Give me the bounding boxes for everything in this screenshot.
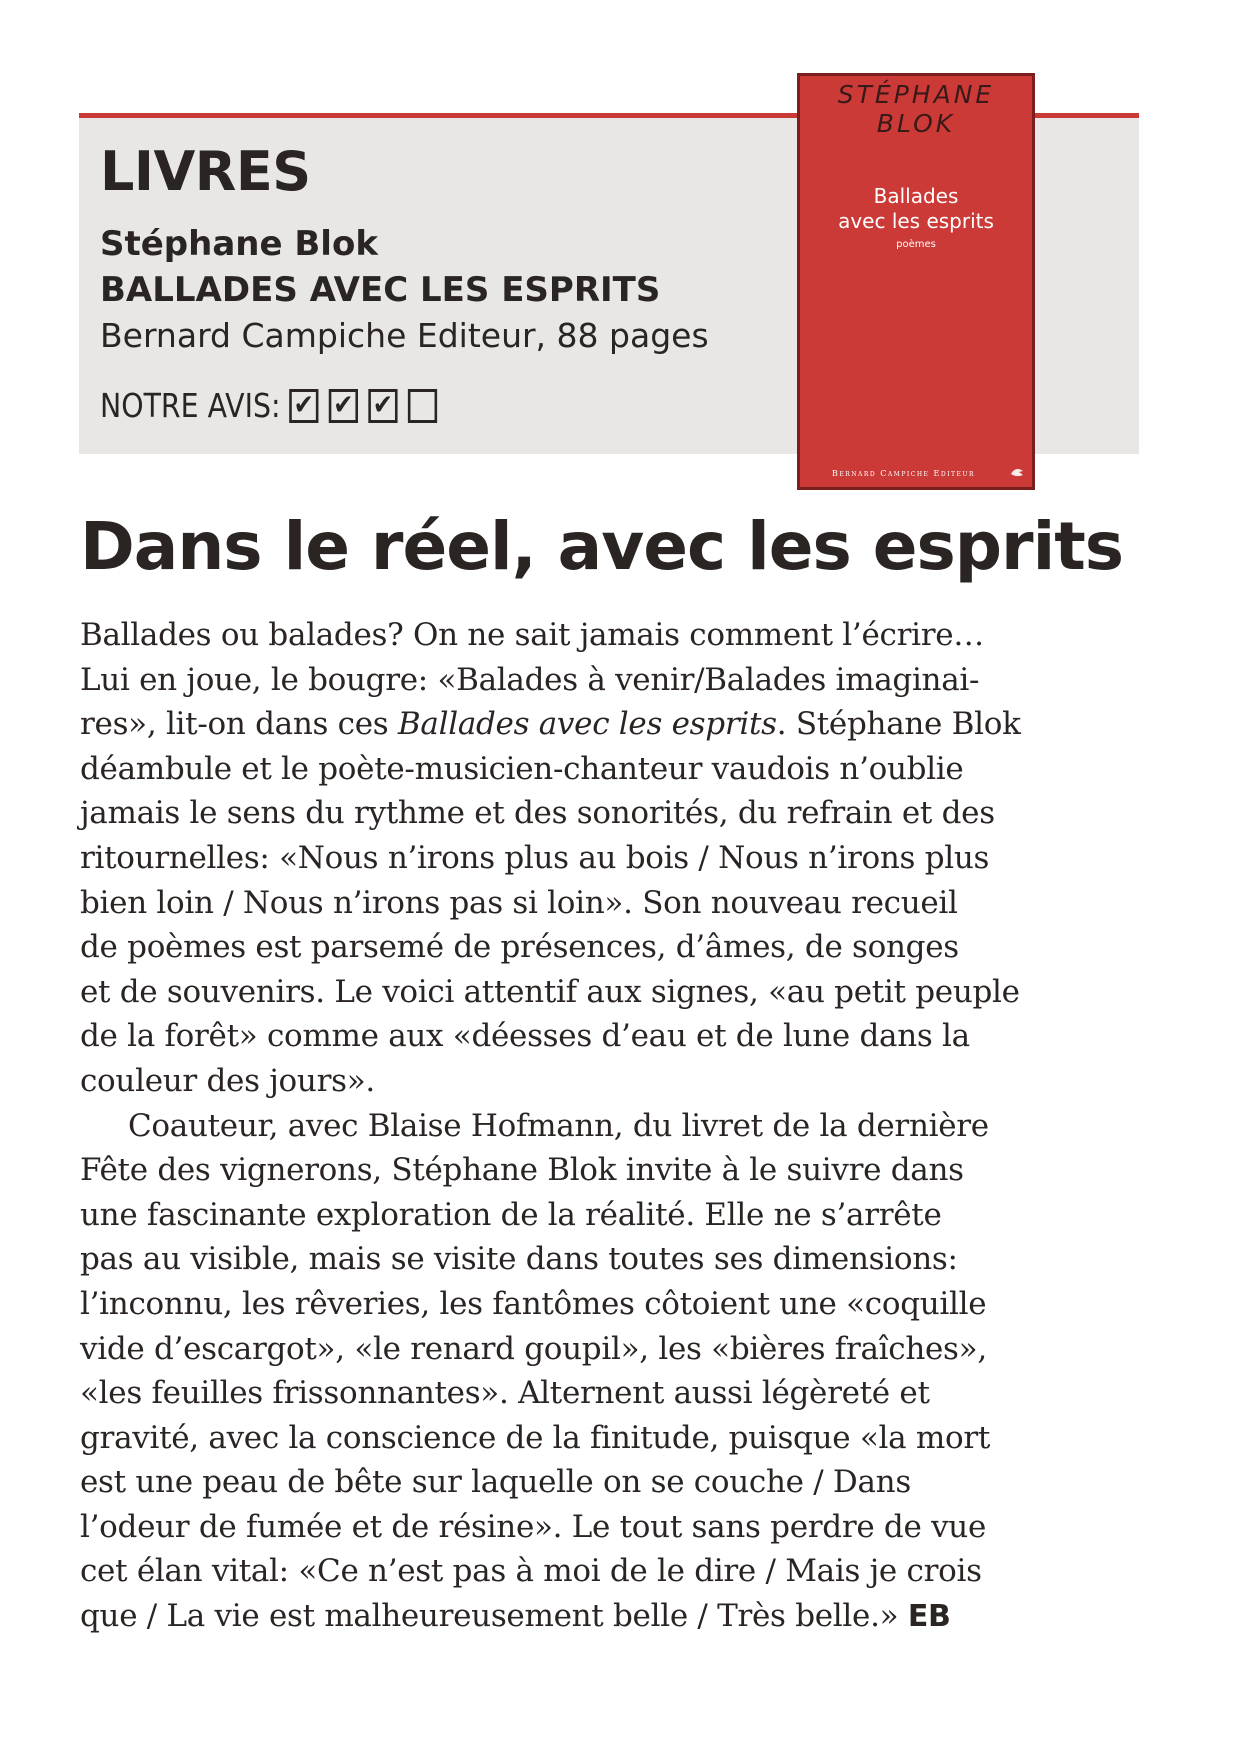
cover-title [800, 184, 1032, 234]
rating-box-empty [408, 389, 437, 423]
book-author: Stéphane Blok [100, 224, 378, 264]
article-line: jamais le sens du rythme et des sonorités, du refrain et des [80, 795, 995, 832]
section-label: LIVRES [100, 140, 311, 203]
book-publisher: Bernard Campiche Editeur, 88 pages [100, 316, 709, 355]
article-line: couleur des jours». [80, 1062, 375, 1099]
article-line: que / La vie est malheureusement belle / Très belle.» EB [80, 1598, 951, 1635]
article-line: Lui en joue, le bougre: «Balades à venir/Balades imaginai- [80, 661, 980, 698]
article-line: Ballades ou balades? On ne sait jamais comment l’écrire… [80, 617, 984, 653]
book-title-italic: Ballades avec les esprits [397, 706, 777, 743]
rating [100, 384, 447, 428]
article-line: gravité, avec la conscience de la finitude, puisque «la mort [80, 1419, 991, 1456]
article-line: Coauteur, avec Blaise Hofmann, du livret de la dernière [128, 1107, 989, 1144]
cover-author: STÉPHANE BLOK [837, 80, 995, 138]
cover-title-line2: avec les esprits [838, 209, 994, 233]
article-line: cet élan vital: «Ce n’est pas à moi de le dire / Mais je crois [80, 1553, 982, 1590]
article-line: déambule et le poète-musicien-chanteur vaudois n’oublie [80, 750, 964, 787]
article-line: l’inconnu, les rêveries, les fantômes côtoient une «coquille [80, 1285, 987, 1322]
article-line: Fête des vignerons, Stéphane Blok invite à le suivre dans [80, 1152, 964, 1189]
article-line: pas au visible, mais se visite dans toutes ses dimensions: [80, 1241, 958, 1278]
book-cover-image [797, 73, 1035, 490]
rating-boxes [289, 389, 447, 423]
article-body [80, 613, 1142, 1639]
publisher-logo-icon [1009, 465, 1025, 479]
article-line: une fascinante exploration de la réalité. Elle ne s’arrête [80, 1196, 942, 1233]
article-headline: Dans le réel, avec les esprits [80, 508, 1124, 585]
article-line: «les feuilles frissonnantes». Alternent aussi légèreté et [80, 1375, 930, 1412]
article-line: res», lit-on dans ces Ballades avec les esprits. Stéphane Blok [80, 706, 1021, 743]
article-line: bien loin / Nous n’irons pas si loin». Son nouveau recueil [80, 884, 958, 921]
article-line: de poèmes est parsemé de présences, d’âmes, de songes [80, 929, 959, 966]
rating-label: NOTRE AVIS: [100, 386, 281, 425]
rating-box-checked [329, 389, 358, 423]
article-line: l’odeur de fumée et de résine». Le tout sans perdre de vue [80, 1508, 987, 1545]
author-signature: EB [907, 1599, 951, 1635]
article-line: est une peau de bête sur laquelle on se couche / Dans [80, 1464, 911, 1501]
article-line: vide d’escargot», «le renard goupil», les «bières fraîches», [80, 1330, 987, 1367]
article-line: ritournelles: «Nous n’irons plus au bois / Nous n’irons plus [80, 839, 990, 876]
book-title: BALLADES AVEC LES ESPRITS [100, 270, 661, 310]
cover-title-line1: Ballades [873, 184, 959, 208]
check-icon: ✔ [372, 388, 393, 421]
cover-publisher: Bernard Campiche Editeur [832, 469, 975, 478]
article-line: de la forêt» comme aux «déesses d’eau et de lune dans la [80, 1018, 970, 1055]
cover-subtitle: poèmes [896, 239, 936, 250]
rating-box-checked [289, 389, 318, 423]
check-icon: ✔ [293, 388, 314, 421]
check-icon: ✔ [333, 388, 354, 421]
article-line: et de souvenirs. Le voici attentif aux signes, «au petit peuple [80, 973, 1020, 1010]
rating-box-checked [368, 389, 397, 423]
